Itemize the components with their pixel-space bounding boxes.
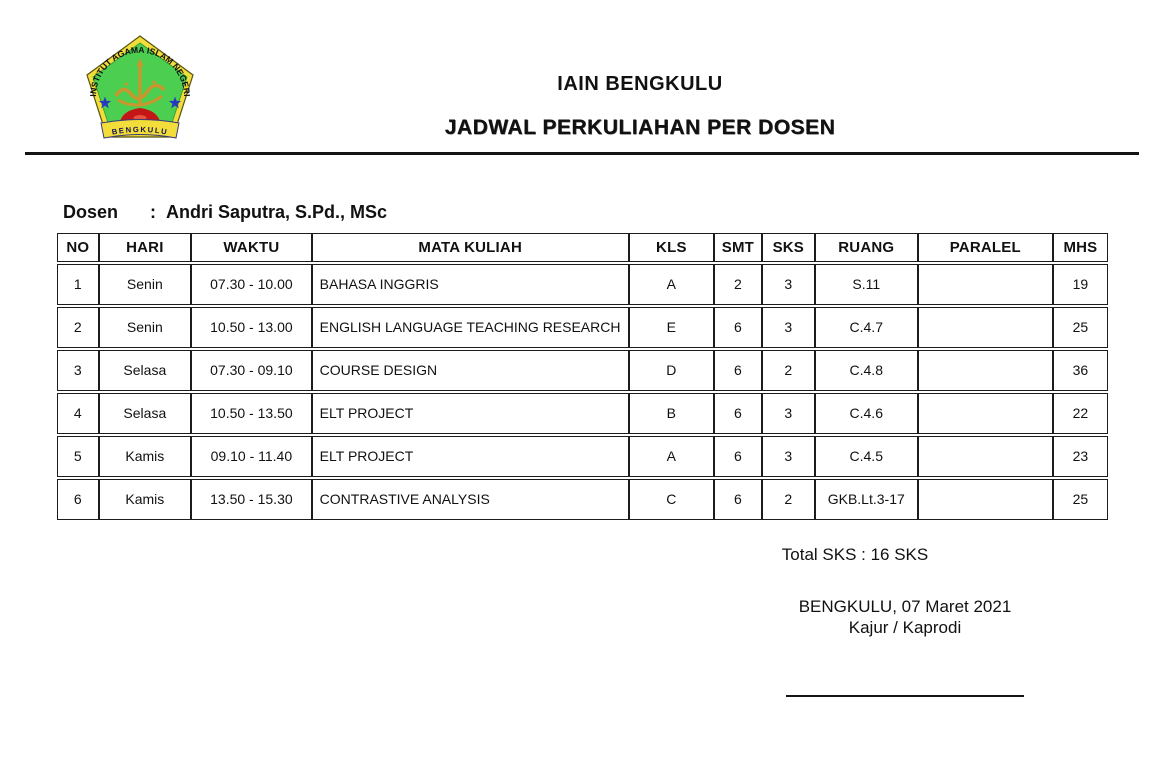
signature-line — [786, 695, 1024, 697]
table-row — [57, 479, 1108, 520]
column-header-mata-kuliah: MATA KULIAH — [312, 233, 629, 262]
cell-ruang: C.4.6 — [815, 393, 918, 434]
cell-no: 6 — [57, 479, 99, 520]
cell-hari: Selasa — [99, 393, 192, 434]
column-header-no: NO — [57, 233, 99, 262]
cell-ruang: C.4.5 — [815, 436, 918, 477]
cell-mhs: 23 — [1053, 436, 1108, 477]
place-date: BENGKULU, 07 Maret 2021 — [798, 597, 1012, 616]
cell-kls: C — [629, 479, 714, 520]
cell-sks: 3 — [762, 307, 815, 348]
cell-mhs: 22 — [1053, 393, 1108, 434]
cell-ruang: C.4.8 — [815, 350, 918, 391]
column-header-smt: SMT — [714, 233, 762, 262]
cell-mata-kuliah: ELT PROJECT — [312, 436, 629, 477]
cell-ruang: S.11 — [815, 264, 918, 305]
cell-waktu: 07.30 - 10.00 — [191, 264, 312, 305]
document-title: JADWAL PERKULIAHAN PER DOSEN — [444, 116, 836, 139]
cell-paralel — [918, 264, 1053, 305]
cell-paralel — [918, 479, 1053, 520]
total-sks: Total SKS : 16 SKS — [781, 545, 929, 564]
cell-mata-kuliah: COURSE DESIGN — [312, 350, 629, 391]
schedule-table — [57, 231, 1108, 522]
cell-smt: 6 — [714, 393, 762, 434]
cell-smt: 6 — [714, 350, 762, 391]
lecturer-label: Dosen — [63, 202, 119, 222]
column-header-sks: SKS — [762, 233, 815, 262]
header-titles — [130, 73, 1150, 140]
cell-mata-kuliah: CONTRASTIVE ANALYSIS — [312, 479, 629, 520]
cell-mata-kuliah: BAHASA INGGRIS — [312, 264, 629, 305]
cell-hari: Senin — [99, 264, 192, 305]
cell-ruang: C.4.7 — [815, 307, 918, 348]
cell-sks: 3 — [762, 436, 815, 477]
cell-mhs: 19 — [1053, 264, 1108, 305]
cell-paralel — [918, 436, 1053, 477]
header-divider — [25, 152, 1139, 155]
cell-hari: Kamis — [99, 436, 192, 477]
lecturer-separator: : — [150, 202, 156, 222]
column-header-ruang: RUANG — [815, 233, 918, 262]
cell-kls: E — [629, 307, 714, 348]
cell-no: 3 — [57, 350, 99, 391]
cell-mhs: 36 — [1053, 350, 1108, 391]
cell-sks: 2 — [762, 350, 815, 391]
cell-smt: 2 — [714, 264, 762, 305]
table-row — [57, 264, 1108, 305]
institution-name: IAIN BENGKULU — [557, 73, 723, 95]
cell-hari: Kamis — [99, 479, 192, 520]
cell-no: 1 — [57, 264, 99, 305]
cell-mhs: 25 — [1053, 307, 1108, 348]
signatory-role: Kajur / Kaprodi — [848, 618, 962, 637]
signature-block — [745, 596, 1065, 697]
cell-paralel — [918, 307, 1053, 348]
cell-mata-kuliah: ELT PROJECT — [312, 393, 629, 434]
table-row — [57, 307, 1108, 348]
table-header-row — [57, 233, 1108, 262]
cell-paralel — [918, 350, 1053, 391]
cell-waktu: 13.50 - 15.30 — [191, 479, 312, 520]
column-header-paralel: PARALEL — [918, 233, 1053, 262]
cell-kls: A — [629, 264, 714, 305]
table-row — [57, 436, 1108, 477]
column-header-mhs: MHS — [1053, 233, 1108, 262]
cell-waktu: 10.50 - 13.00 — [191, 307, 312, 348]
cell-paralel — [918, 393, 1053, 434]
cell-waktu: 07.30 - 09.10 — [191, 350, 312, 391]
cell-sks: 3 — [762, 393, 815, 434]
lecturer-line — [63, 202, 387, 223]
logo-banner-text: BENGKULU — [111, 124, 169, 137]
cell-hari: Selasa — [99, 350, 192, 391]
cell-smt: 6 — [714, 307, 762, 348]
cell-sks: 2 — [762, 479, 815, 520]
column-header-kls: KLS — [629, 233, 714, 262]
cell-waktu: 09.10 - 11.40 — [191, 436, 312, 477]
column-header-waktu: WAKTU — [191, 233, 312, 262]
cell-kls: A — [629, 436, 714, 477]
table-row — [57, 350, 1108, 391]
cell-smt: 6 — [714, 479, 762, 520]
cell-no: 2 — [57, 307, 99, 348]
cell-kls: B — [629, 393, 714, 434]
cell-mhs: 25 — [1053, 479, 1108, 520]
column-header-hari: HARI — [99, 233, 192, 262]
cell-hari: Senin — [99, 307, 192, 348]
table-row — [57, 393, 1108, 434]
cell-ruang: GKB.Lt.3-17 — [815, 479, 918, 520]
lecturer-name: Andri Saputra, S.Pd., MSc — [166, 202, 388, 222]
cell-sks: 3 — [762, 264, 815, 305]
cell-no: 5 — [57, 436, 99, 477]
logo-ring-text: INSTITUT AGAMA ISLAM NEGERI — [87, 44, 193, 97]
cell-no: 4 — [57, 393, 99, 434]
cell-kls: D — [629, 350, 714, 391]
cell-waktu: 10.50 - 13.50 — [191, 393, 312, 434]
cell-mata-kuliah: ENGLISH LANGUAGE TEACHING RESEARCH — [312, 307, 629, 348]
cell-smt: 6 — [714, 436, 762, 477]
